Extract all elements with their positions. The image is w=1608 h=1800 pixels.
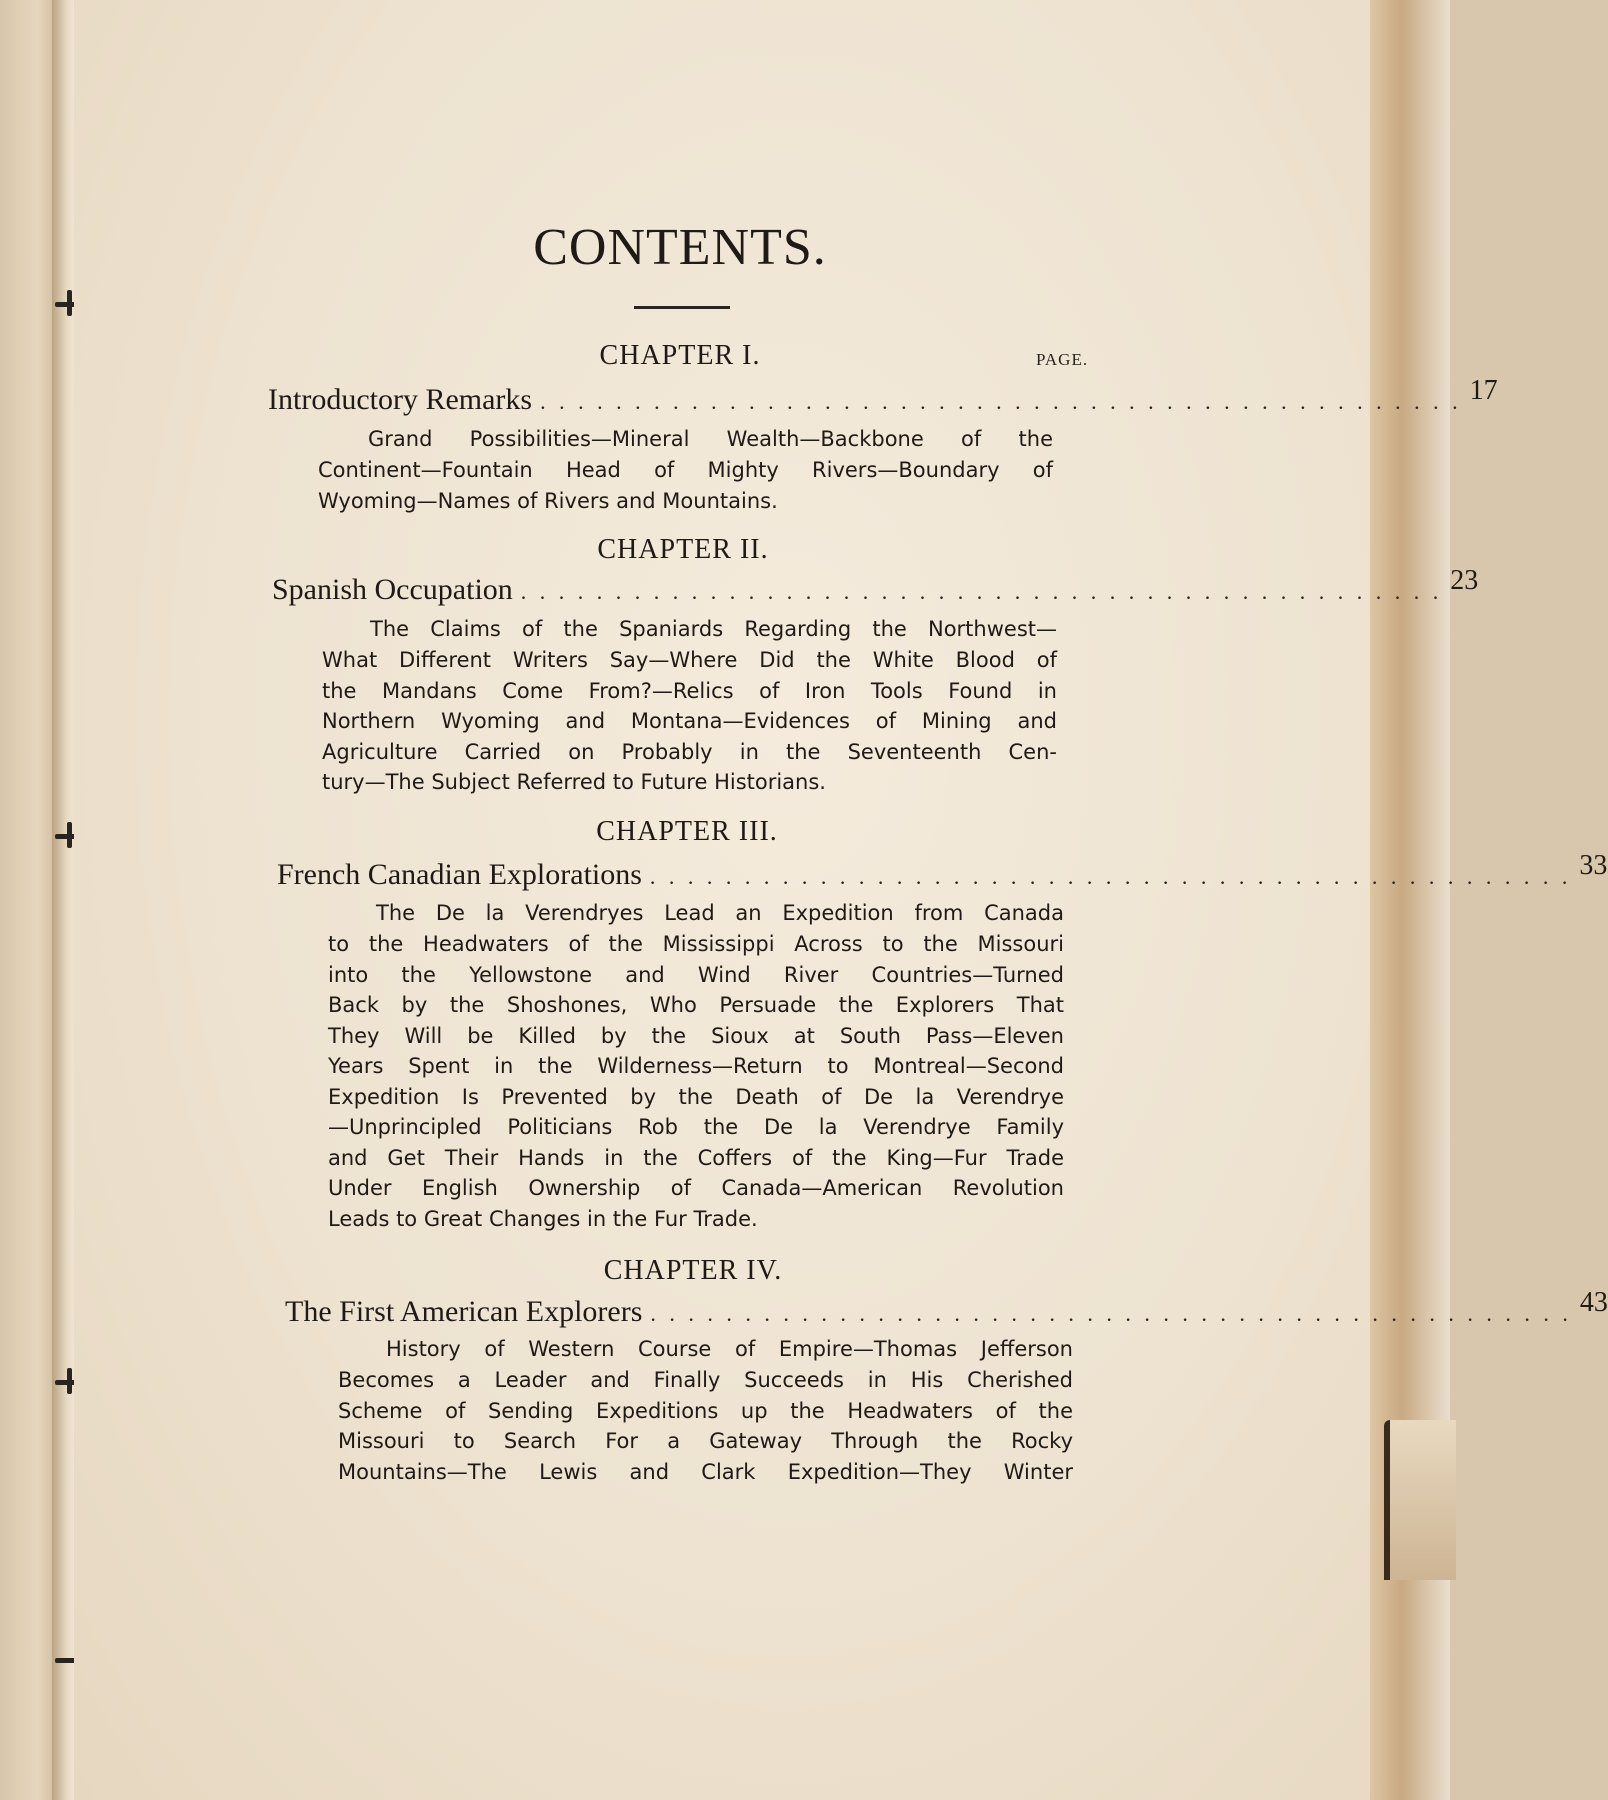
toc-entry[interactable]: [268, 375, 1498, 417]
summary-line: History of Western Course of Empire—Thomas Jefferson: [386, 1337, 1073, 1361]
chapter-heading: CHAPTER II.: [597, 534, 769, 565]
summary-line: and Get Their Hands in the Coffers of the King—Fur Trade: [328, 1145, 1064, 1170]
summary-line: Missouri to Search For a Gateway Through the Rocky: [338, 1429, 1073, 1453]
chapter-heading: CHAPTER I.: [599, 340, 761, 371]
summary-line: Agriculture Carried on Probably in the Seventeenth Cen-: [322, 739, 1057, 764]
summary-line: Continent—Fountain Head of Mighty Rivers—Boundary of: [318, 458, 1053, 482]
chapter-summary: [328, 929, 1064, 1234]
entry-title: The First American Explorers: [285, 1295, 643, 1328]
dot-leader: . . . . . . . . . . . . . . . . . . . . . . . . . . . . . . . . . . . . . . . . . . . . . . . . .: [520, 579, 1443, 604]
summary-line: —Unprincipled Politicians Rob the De la Verendrye Family: [328, 1115, 1064, 1139]
toc-entry[interactable]: [277, 850, 1608, 892]
chapter-summary: [338, 1365, 1073, 1487]
summary-line: What Different Writers Say—Where Did the White Blood of: [322, 648, 1057, 672]
summary-line: Scheme of Sending Expeditions up the Headwaters of the: [338, 1398, 1073, 1423]
page-number: 23: [1450, 565, 1479, 596]
toc-entry[interactable]: [285, 1287, 1608, 1329]
summary-line: the Mandans Come From?—Relics of Iron Tools Found in: [322, 678, 1057, 703]
summary-line: Wyoming—Names of Rivers and Mountains.: [318, 488, 778, 513]
summary-line: Years Spent in the Wilderness—Return to Montreal—Second: [328, 1054, 1064, 1078]
summary-line: Becomes a Leader and Finally Succeeds in His Cherished: [338, 1368, 1073, 1392]
chapter-summary: [328, 898, 1064, 929]
page-number: 17: [1469, 375, 1498, 406]
page-column-label: PAGE.: [1036, 350, 1089, 369]
page-title: CONTENTS.: [533, 219, 827, 276]
summary-line: Grand Possibilities—Mineral Wealth—Backbone of the: [368, 427, 1053, 451]
chapter-summary: [338, 1334, 1073, 1365]
entry-title: French Canadian Explorations: [277, 858, 642, 891]
summary-line: Under English Ownership of Canada—American Revolution: [328, 1176, 1064, 1200]
chapter-heading: CHAPTER IV.: [603, 1255, 783, 1286]
dot-leader: . . . . . . . . . . . . . . . . . . . . . . . . . . . . . . . . . . . . . . . . . . . . . . . . .: [650, 1301, 1572, 1326]
chapter-heading: CHAPTER III.: [596, 816, 778, 847]
summary-line: tury—The Subject Referred to Future Historians.: [322, 770, 826, 794]
summary-line: to the Headwaters of the Mississippi Across to the Missouri: [328, 932, 1064, 956]
chapter-summary: [318, 455, 1053, 516]
summary-line: Leads to Great Changes in the Fur Trade.: [328, 1206, 758, 1231]
summary-line: Mountains—The Lewis and Clark Expedition—They Winter: [338, 1459, 1073, 1484]
entry-title: Introductory Remarks: [268, 383, 533, 416]
dot-leader: . . . . . . . . . . . . . . . . . . . . . . . . . . . . . . . . . . . . . . . . . . . . . . . . .: [649, 864, 1572, 889]
toc-entry[interactable]: [272, 565, 1479, 607]
summary-line: Expedition Is Prevented by the Death of De la Verendrye: [328, 1084, 1064, 1109]
summary-line: The De la Verendryes Lead an Expedition from Canada: [376, 901, 1064, 925]
page-number: 43: [1579, 1287, 1608, 1318]
summary-line: The Claims of the Spaniards Regarding the Northwest—: [370, 617, 1057, 641]
entry-title: Spanish Occupation: [272, 573, 513, 606]
summary-line: into the Yellowstone and Wind River Countries—Turned: [328, 962, 1064, 987]
summary-line: Northern Wyoming and Montana—Evidences of Mining and: [322, 709, 1057, 733]
dot-leader: . . . . . . . . . . . . . . . . . . . . . . . . . . . . . . . . . . . . . . . . . . . . . . . . .: [540, 389, 1462, 414]
page-number: 33: [1579, 850, 1608, 881]
chapter-summary: [318, 424, 1053, 455]
summary-line: Back by the Shoshones, Who Persuade the Explorers That: [328, 993, 1064, 1017]
chapter-summary: [322, 645, 1057, 798]
summary-line: They Will be Killed by the Sioux at South Pass—Eleven: [328, 1023, 1064, 1048]
chapter-summary: [322, 614, 1057, 645]
title-rule: [634, 306, 730, 309]
